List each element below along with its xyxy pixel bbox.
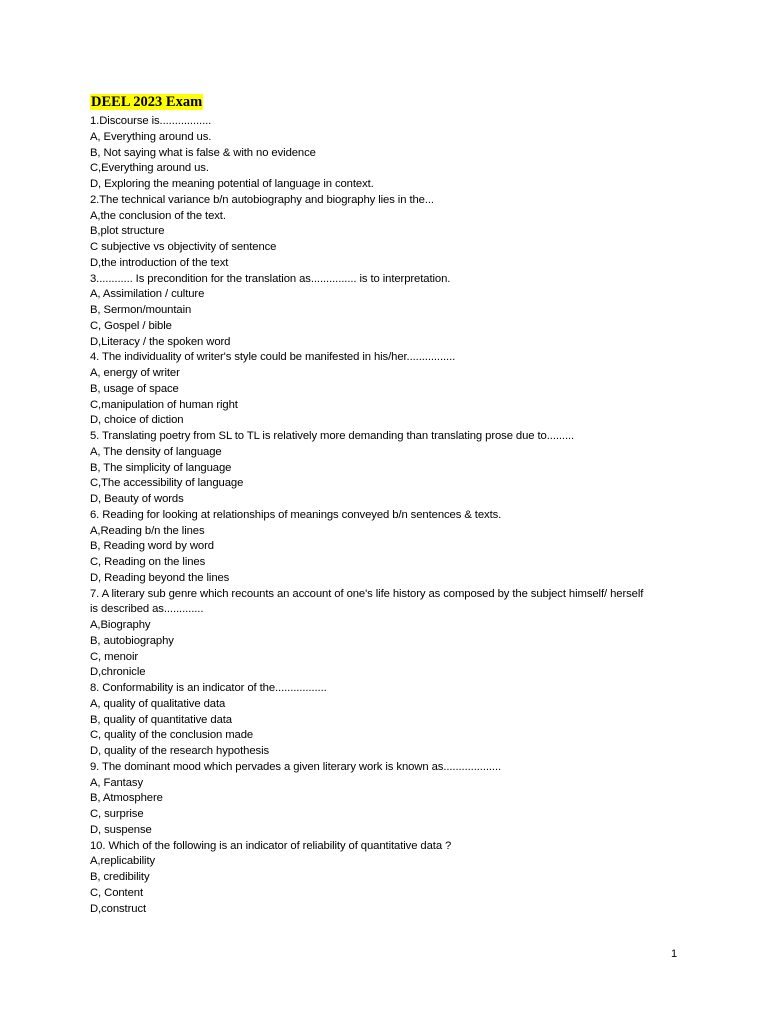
question-text: 1.Discourse is.................	[90, 115, 212, 127]
answer-option: B, The simplicity of language	[90, 461, 232, 474]
answer-option: C, surprise	[90, 808, 144, 820]
answer-option: B, Reading word by word	[90, 540, 214, 553]
answer-option: C, Content	[90, 886, 144, 899]
question-text: 7. A literary sub genre which recounts an account of one's life history as composed by the subject himself/ herself	[90, 587, 644, 600]
answer-option: D,the introduction of the text	[90, 256, 229, 269]
question-text: 2.The technical variance b/n autobiography and biography lies in the...	[90, 193, 434, 206]
answer-option: D, Beauty of words	[90, 493, 184, 505]
answer-option: C,Everything around us.	[90, 162, 209, 175]
answer-option: A, Fantasy	[90, 776, 143, 789]
answer-option: C, quality of the conclusion made	[90, 729, 254, 742]
answer-option: B, Atmosphere	[90, 792, 163, 805]
question-text: 4. The individuality of writer's style could be manifested in his/her................	[90, 351, 456, 364]
question-text: 3............ Is precondition for the translation as............... is to interpretation.	[90, 272, 451, 285]
answer-option: B, Not saying what is false & with no evidence	[90, 146, 316, 159]
answer-option: D, quality of the research hypothesis	[90, 745, 270, 757]
answer-option: B, quality of quantitative data	[90, 713, 232, 726]
question-text: 9. The dominant mood which pervades a given literary work is known as...................	[90, 760, 502, 773]
answer-option: D, Exploring the meaning potential of language in context.	[90, 178, 374, 190]
answer-option: A, Assimilation / culture	[90, 288, 205, 301]
question-text: is described as.............	[90, 603, 204, 616]
question-text: 5. Translating poetry from SL to TL is relatively more demanding than translating prose due to.........	[90, 430, 575, 442]
title-block	[90, 93, 203, 111]
answer-option: C subjective vs objectivity of sentence	[90, 241, 277, 253]
answer-option: A,replicability	[90, 855, 156, 868]
answer-option: D,chronicle	[90, 666, 146, 679]
answer-option: A, quality of qualitative data	[90, 697, 226, 710]
answer-option: C,The accessibility of language	[90, 477, 244, 490]
answer-option: D, choice of diction	[90, 414, 184, 427]
answer-option: C,manipulation of human right	[90, 398, 238, 411]
question-text: 10. Which of the following is an indicator of reliability of quantitative data ?	[90, 839, 452, 852]
answer-option: C, Reading on the lines	[90, 556, 206, 568]
question-list	[90, 114, 700, 917]
question-text: 8. Conformability is an indicator of the.................	[90, 682, 327, 694]
answer-option: D, Reading beyond the lines	[90, 571, 230, 584]
answer-option: A, Everything around us.	[90, 130, 212, 143]
answer-option: B, autobiography	[90, 634, 174, 647]
answer-option: C, menoir	[90, 650, 139, 663]
answer-option: C, Gospel / bible	[90, 319, 172, 332]
answer-option: B, usage of space	[90, 382, 179, 395]
question-text: 6. Reading for looking at relationships of meanings conveyed b/n sentences & texts.	[90, 508, 502, 521]
answer-option: D, suspense	[90, 823, 152, 836]
answer-option: B, Sermon/mountain	[90, 304, 192, 316]
answer-option: A, The density of language	[90, 445, 222, 458]
answer-option: A,Biography	[90, 619, 151, 631]
answer-option: B,plot structure	[90, 225, 165, 238]
answer-option: A, energy of writer	[90, 367, 180, 379]
document-title: DEEL 2023 Exam	[91, 94, 203, 110]
answer-option: D,Literacy / the spoken word	[90, 335, 231, 348]
page-number: 1	[671, 948, 678, 960]
answer-option: A,the conclusion of the text.	[90, 209, 226, 222]
answer-option: D,construct	[90, 902, 147, 915]
answer-option: A,Reading b/n the lines	[90, 524, 205, 537]
answer-option: B, credibility	[90, 871, 150, 883]
